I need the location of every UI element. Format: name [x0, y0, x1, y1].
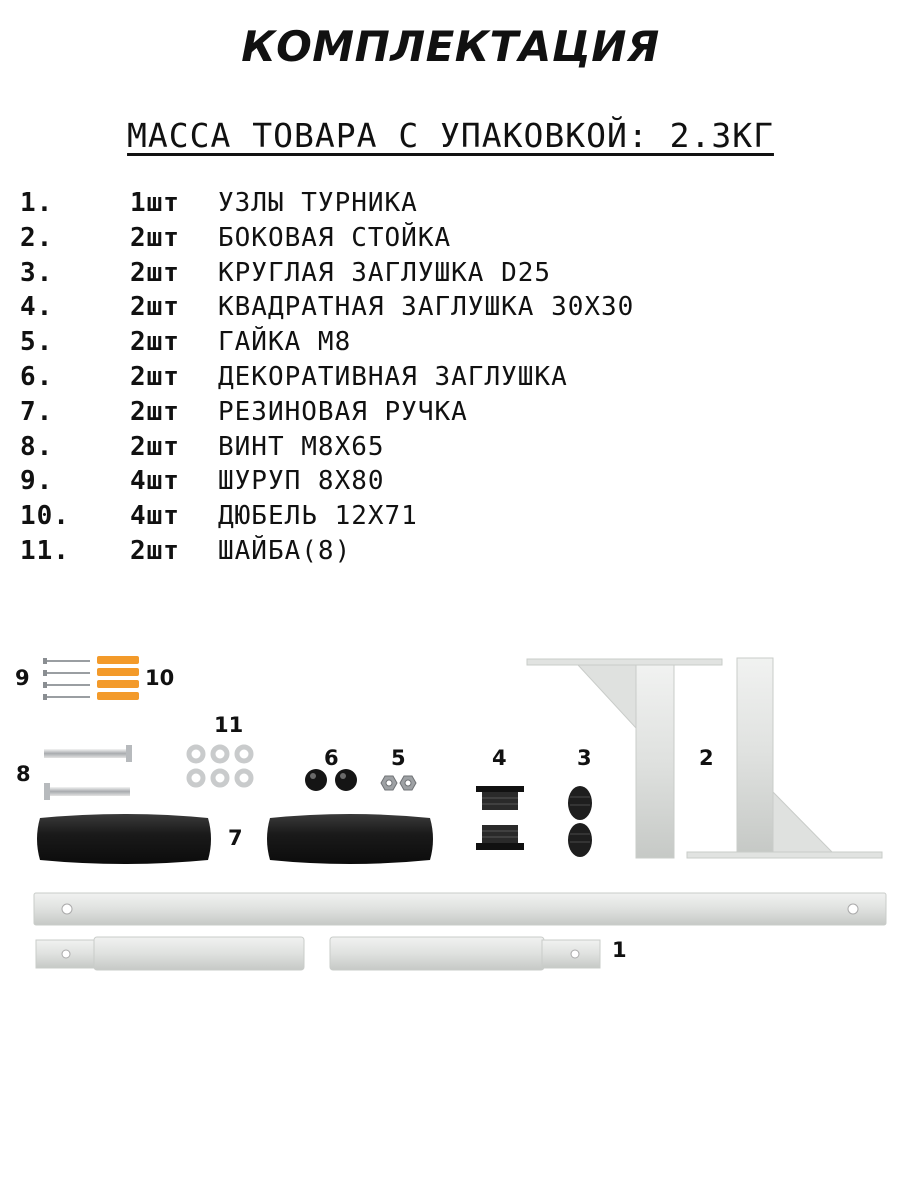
- decorative-cap-icon: [305, 769, 357, 791]
- item-name: ШАЙБА(8): [218, 535, 352, 566]
- item-quantity: 2шт: [130, 535, 180, 566]
- item-number: 11.: [20, 535, 70, 566]
- item-number: 8.: [20, 431, 54, 462]
- item-name: УЗЛЫ ТУРНИКА: [218, 188, 418, 218]
- part-label: 11: [214, 713, 244, 737]
- item-name: КВАДРАТНАЯ ЗАГЛУШКА 30Х30: [218, 292, 635, 323]
- item-quantity: 2шт: [130, 396, 180, 427]
- part-label: 8: [16, 762, 31, 786]
- item-name: ДЮБЕЛЬ 12Х71: [218, 501, 418, 532]
- item-number: 5.: [20, 327, 54, 358]
- part-label: 1: [612, 938, 627, 962]
- item-number: 4.: [20, 292, 54, 323]
- page-title: КОМПЛЕКТАЦИЯ: [241, 22, 660, 71]
- item-name: ШУРУП 8Х80: [218, 466, 385, 497]
- part-label: 2: [699, 746, 714, 770]
- item-quantity: 2шт: [130, 327, 180, 358]
- item-name: БОКОВАЯ СТОЙКА: [218, 222, 452, 253]
- part-label: 7: [228, 826, 243, 850]
- item-name: ГАЙКА М8: [218, 327, 352, 358]
- washer-icon: [189, 747, 251, 785]
- item-number: 10.: [20, 501, 70, 532]
- item-number: 9.: [20, 466, 54, 497]
- item-quantity: 2шт: [130, 431, 180, 462]
- item-name: ВИНТ М8Х65: [218, 431, 385, 462]
- nut-icon: [381, 776, 416, 790]
- item-quantity: 2шт: [130, 257, 180, 288]
- item-number: 1.: [20, 188, 54, 218]
- item-quantity: 2шт: [130, 361, 180, 392]
- part-label: 9: [15, 666, 30, 690]
- part-label: 6: [324, 746, 339, 770]
- part-label: 3: [577, 746, 592, 770]
- item-quantity: 1шт: [130, 188, 180, 218]
- round-cap-icon: [568, 786, 592, 857]
- part-label: 5: [391, 746, 406, 770]
- item-quantity: 2шт: [130, 222, 180, 253]
- item-quantity: 4шт: [130, 501, 180, 532]
- weight-subtitle-text: МАССА ТОВАРА С УПАКОВКОЙ: 2.3КГ: [127, 116, 774, 155]
- item-number: 7.: [20, 396, 54, 427]
- item-name: РЕЗИНОВАЯ РУЧКА: [218, 396, 468, 427]
- item-quantity: 4шт: [130, 466, 180, 497]
- dowel-icon: [97, 656, 139, 700]
- bolt-icon: [44, 745, 132, 800]
- square-cap-icon: [476, 786, 524, 850]
- part-label: 4: [492, 746, 507, 770]
- item-number: 6.: [20, 361, 54, 392]
- item-number: 3.: [20, 257, 54, 288]
- item-name: КРУГЛАЯ ЗАГЛУШКА D25: [218, 257, 552, 288]
- item-name: ДЕКОРАТИВНАЯ ЗАГЛУШКА: [218, 361, 568, 392]
- screw-icon: [43, 658, 90, 700]
- item-number: 2.: [20, 222, 54, 253]
- bar-tube-icon: [34, 893, 886, 970]
- part-label: 10: [145, 666, 175, 690]
- item-quantity: 2шт: [130, 292, 180, 323]
